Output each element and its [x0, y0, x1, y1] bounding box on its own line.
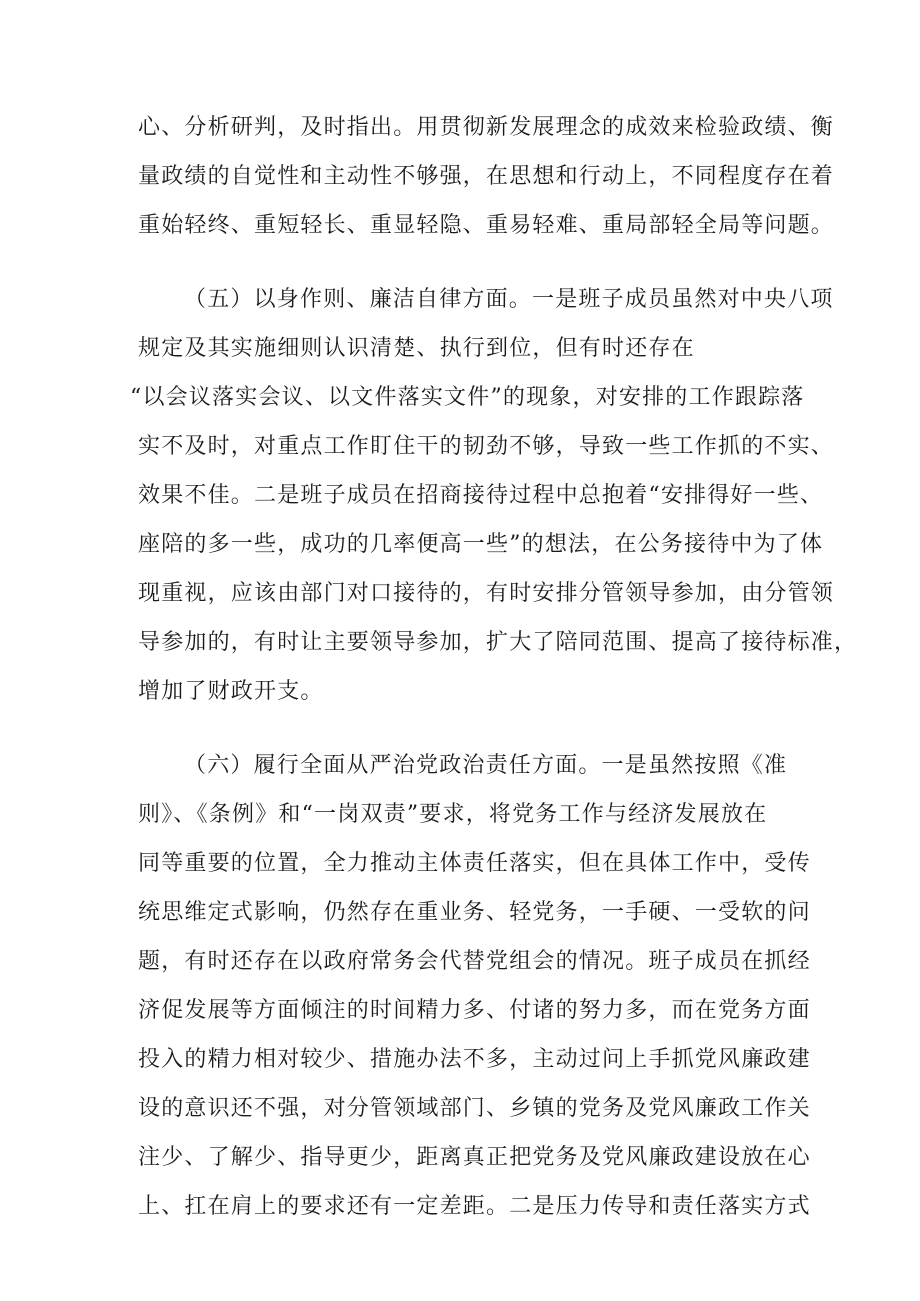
text-line: 现重视，应该由部门对口接待的，有时安排分管领导参加，由分管领: [138, 581, 835, 606]
text-line: （六）履行全面从严治党政治责任方面。一是虽然按照《准: [184, 753, 788, 778]
text-line: 实不及时，对重点工作盯住干的韧劲不够，导致一些工作抓的不实、: [138, 434, 835, 459]
text-line: 量政绩的自觉性和主动性不够强，在思想和行动上，不同程度存在着: [138, 164, 835, 189]
text-line: 导参加的，有时让主要领导参加，扩大了陪同范围、提高了接待标准，: [138, 630, 858, 655]
text-line: 济促发展等方面倾注的时间精力多、付诸的努力多，而在党务方面: [138, 998, 811, 1023]
text-line: 同等重要的位置，全力推动主体责任落实，但在具体工作中，受传: [138, 851, 811, 876]
text-line: 统思维定式影响，仍然存在重业务、轻党务，一手硬、一受软的问: [138, 900, 811, 925]
text-line: 座陪的多一些，成功的几率便高一些”的想法，在公务接待中为了体: [138, 532, 824, 557]
text-line: 心、分析研判，及时指出。用贯彻新发展理念的成效来检验政绩、衡: [138, 115, 835, 140]
text-line: 投入的精力相对较少、措施办法不多，主动过问上手抓党风廉政建: [138, 1047, 811, 1072]
text-line: 增加了财政开支。: [138, 679, 324, 704]
text-line: （五）以身作则、廉洁自律方面。一是班子成员虽然对中央八项: [184, 287, 834, 312]
text-line: 题，有时还存在以政府常务会代替党组会的情况。班子成员在抓经: [138, 949, 811, 974]
text-line: “以会议落实会议、以文件落实文件”的现象，对安排的工作跟踪落: [130, 385, 805, 410]
text-line: 设的意识还不强，对分管领域部门、乡镇的党务及党风廉政工作关: [138, 1096, 811, 1121]
text-line: 上、扛在肩上的要求还有一定差距。二是压力传导和责任落实方式: [138, 1194, 811, 1219]
text-line: 效果不佳。二是班子成员在招商接待过程中总抱着“安排得好一些、: [138, 483, 824, 508]
text-line: 注少、了解少、指导更少，距离真正把党务及党风廉政建设放在心: [138, 1145, 811, 1170]
text-line: 规定及其实施细则认识清楚、执行到位，但有时还存在: [138, 336, 695, 361]
text-line: 重始轻终、重短轻长、重显轻隐、重易轻难、重局部轻全局等问题。: [138, 213, 835, 238]
text-line: 则》、《条例》和“一岗双责”要求，将党务工作与经济发展放在: [138, 802, 768, 827]
